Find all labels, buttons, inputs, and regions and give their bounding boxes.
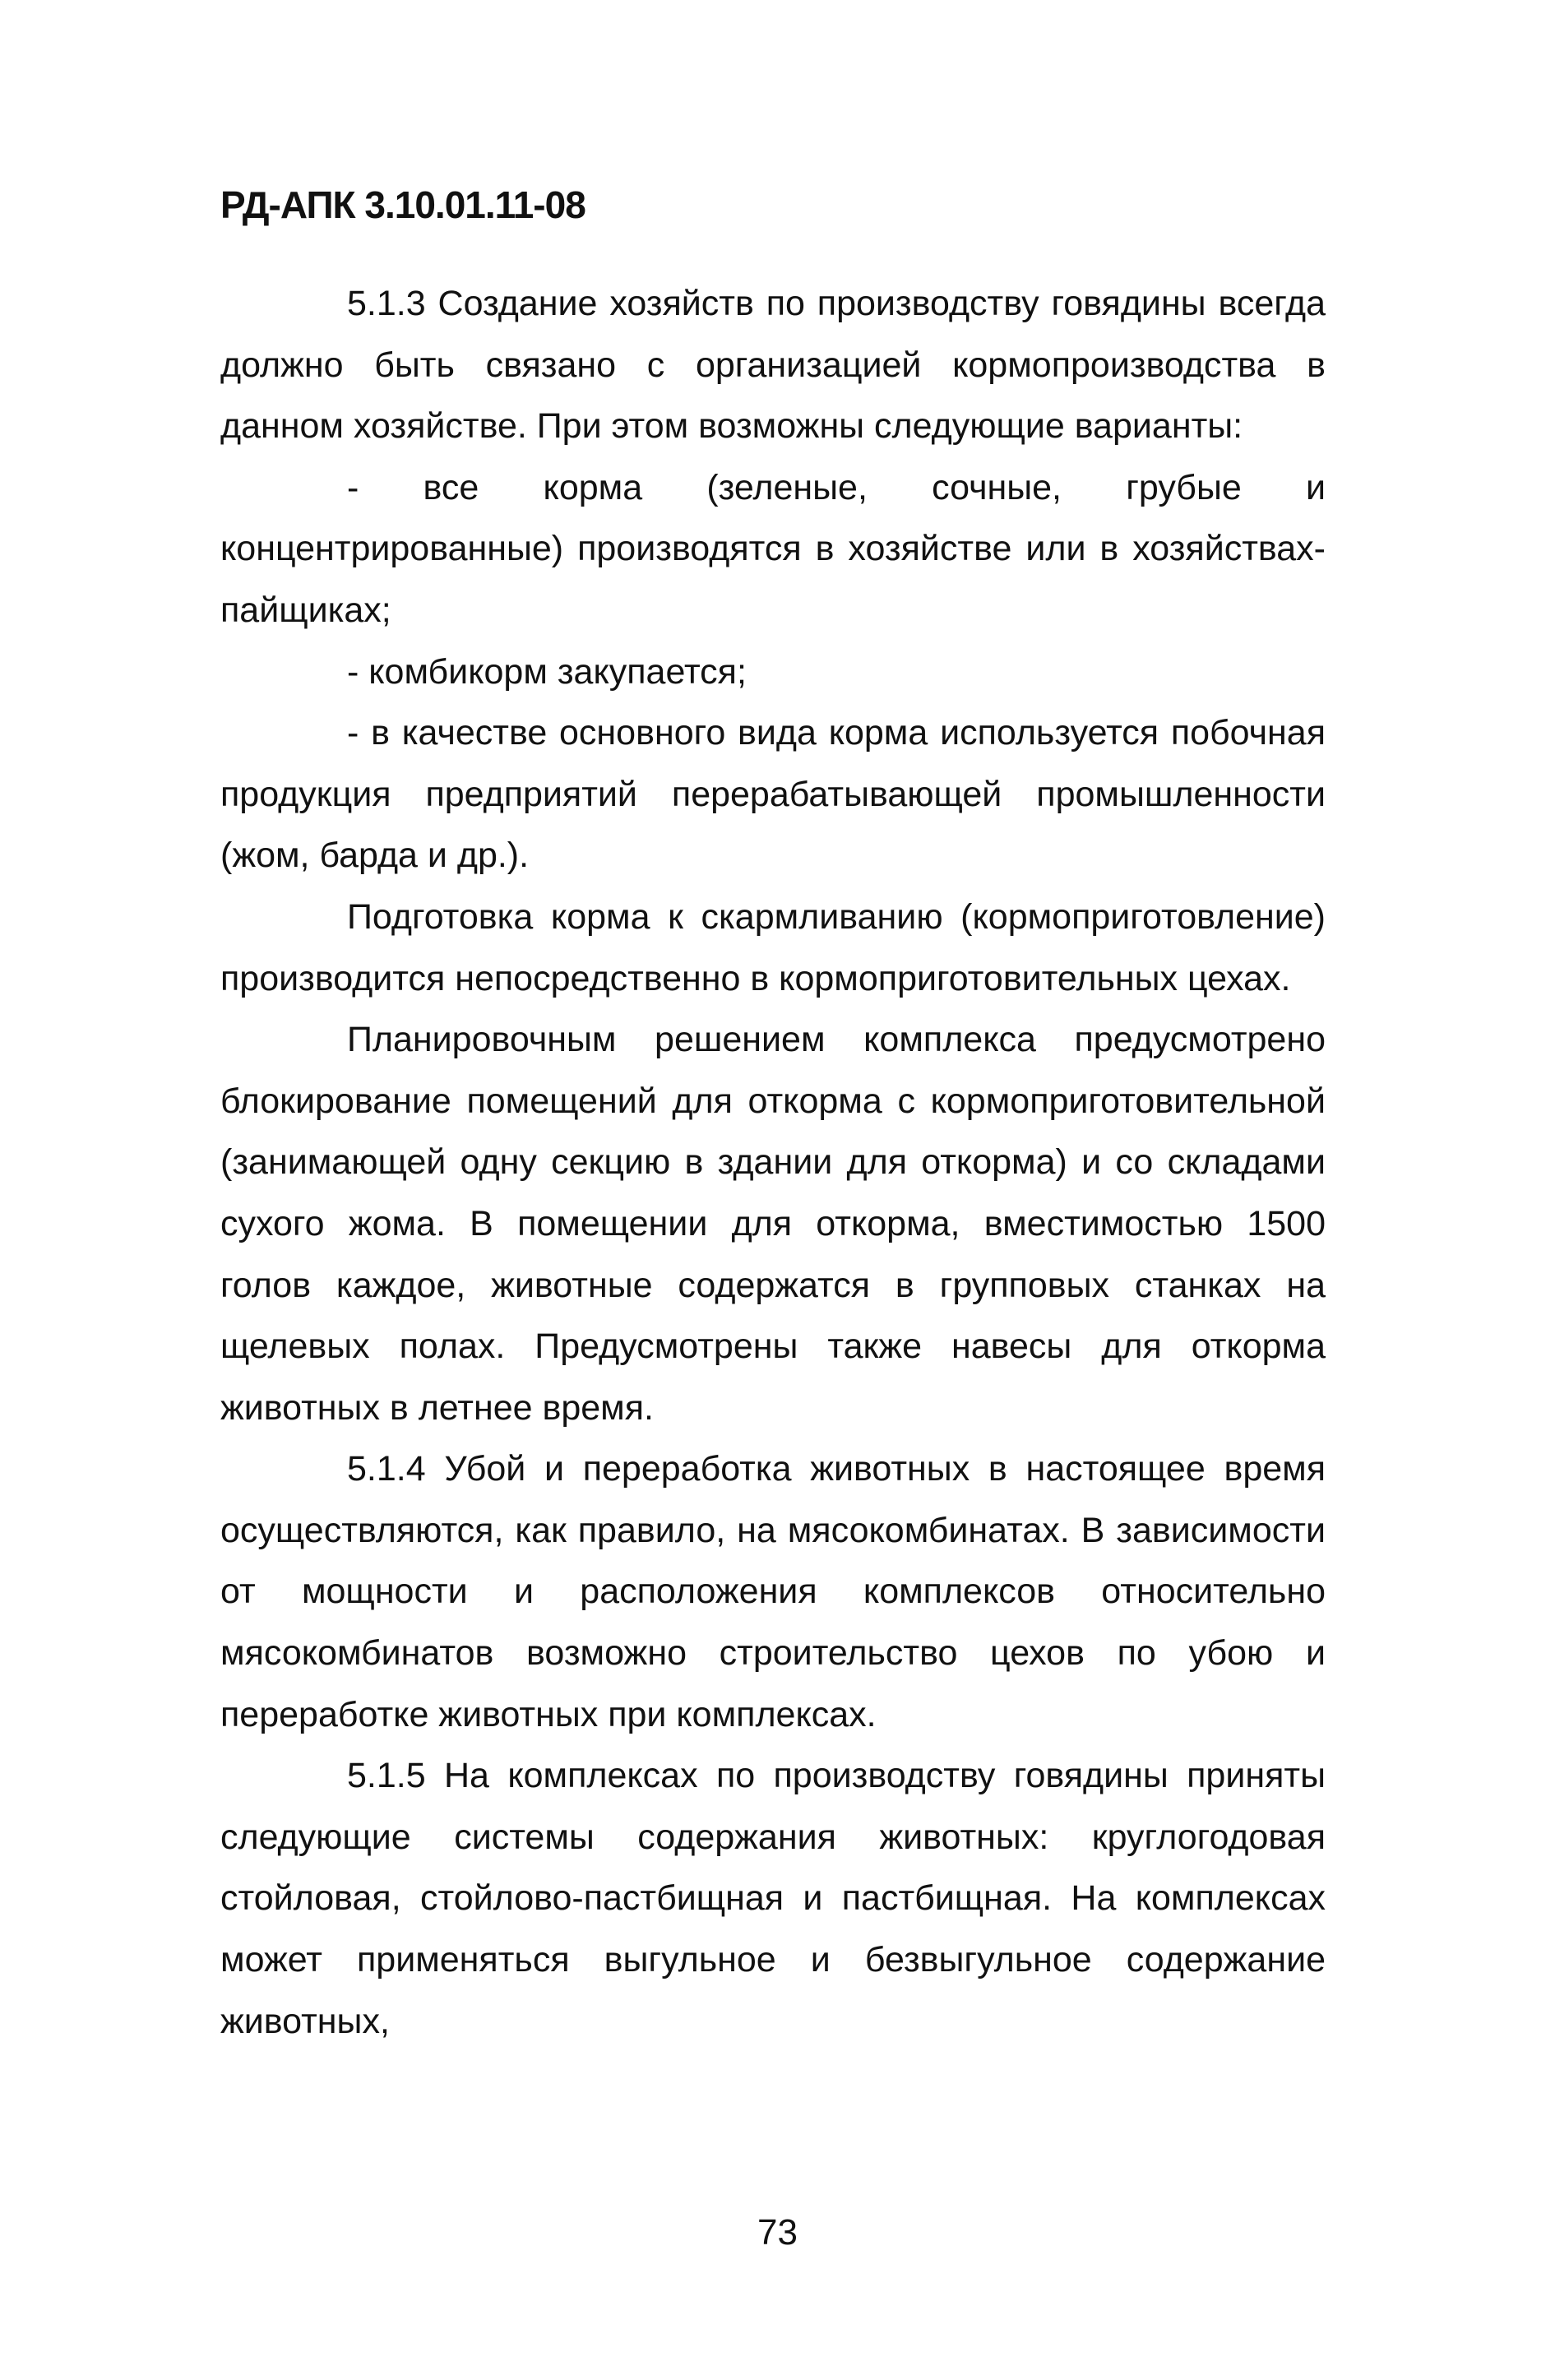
paragraph-5-1-4: 5.1.4 Убой и переработка животных в настоящее время осуществляются, как правило, на мясокомбинатах. В зависимости от мощности и расположения комплексов относительно мясокомбинатов возможно строительство цехов по убою и переработке животных при комплексах. [220, 1449, 1326, 1734]
paragraph-5-1-5: 5.1.5 На комплексах по производству говядины приняты следующие системы содержания животных: круглогодовая стойловая, стойлово-пастбищная и пастбищная. На комплексах может применяться выгульное и безвыгульное содержание животных, [220, 1756, 1326, 2041]
document-code-header: РД-АПК 3.10.01.11-08 [220, 183, 585, 226]
paragraph-feed-preparation: Подготовка корма к скармливанию (кормоприготовление) производится непосредственно в кормоприготовительных цехах. [220, 896, 1326, 998]
list-item-byproducts: - в качестве основного вида корма используется побочная продукция предприятий перерабатывающей промышленности (жом, барда и др.). [220, 713, 1326, 876]
list-item-compound-feed: - комбикорм закупается; [347, 651, 747, 692]
paragraph-5-1-3: 5.1.3 Создание хозяйств по производству говядины всегда должно быть связано с организацией кормопроизводства в данном хозяйстве. При этом возможны следующие варианты: [220, 284, 1326, 447]
document-body [220, 273, 1326, 2052]
paragraph-planning: Планировочным решением комплекса предусмотрено блокирование помещений для откорма с кормоприготовительной (занимающей одну секцию в здании для откорма) и со складами сухого жома. В помещении для откорма, вместимостью 1500 голов каждое, животные содержатся в групповых станках на щелевых полах. Предусмотрены также навесы для откорма животных в летнее время. [220, 1020, 1326, 1428]
page-number: 73 [757, 2212, 798, 2253]
list-item-all-feed: - все корма (зеленые, сочные, грубые и концентрированные) производятся в хозяйстве или в хозяйствах-пайщиках; [220, 467, 1326, 630]
